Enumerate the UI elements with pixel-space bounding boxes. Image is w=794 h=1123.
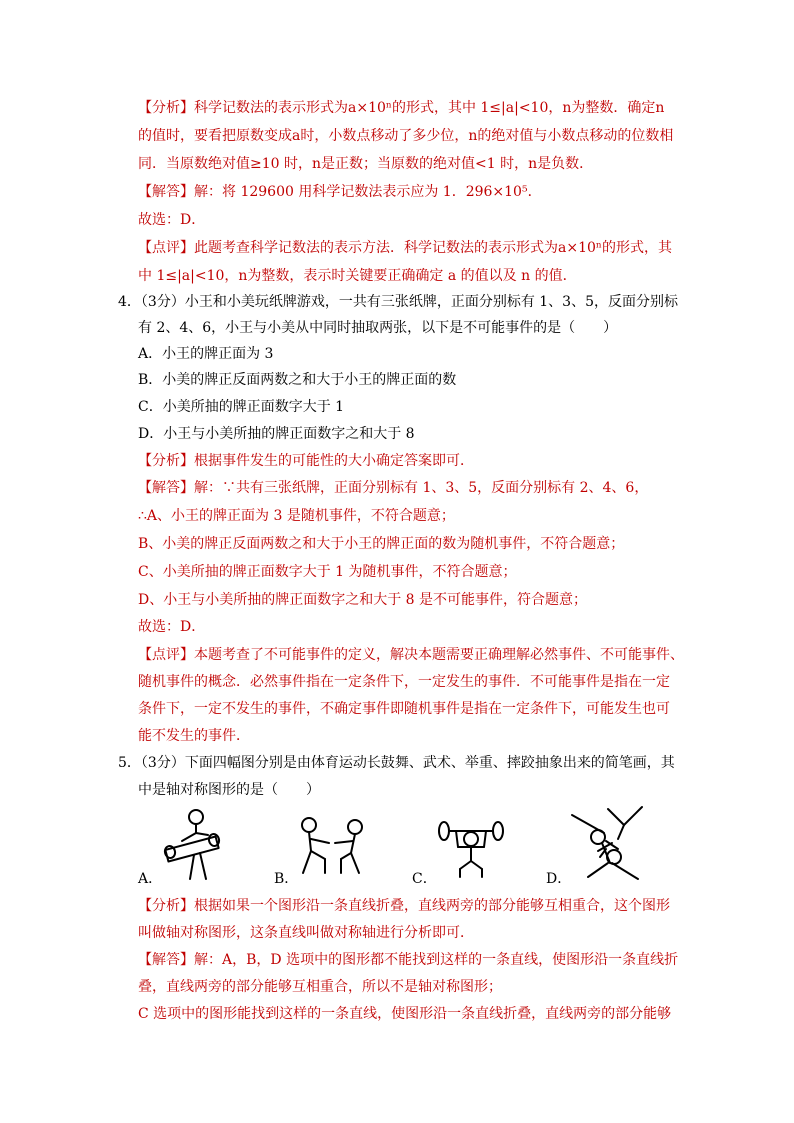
- q5-option-a-label: A．: [138, 871, 163, 887]
- q4-comment-line-3: 条件下，一定不发生的事件，不确定事件即随机事件是指在一定条件下，可能发生也可: [138, 701, 670, 717]
- q4-stem-line-2: 有 2、4、6，小王与小美从中同时抽取两张，以下是不可能事件的是（ ）: [138, 320, 618, 336]
- q5-option-b-label: B．: [274, 871, 299, 887]
- figure-c-weightlifting: [436, 815, 506, 885]
- q3-comment-tag: 【点评】: [138, 240, 194, 256]
- q3-answer-line: 【解答】解：将 129600 用科学记数法表示应为 1．296×10⁵．: [138, 184, 542, 200]
- q4-answer-line-1: 【解答】解：∵共有三张纸牌，正面分别标有 1、3、5，反面分别标有 2、4、6，: [138, 480, 649, 496]
- q4-answer-line-3: B、小美的牌正反面两数之和大于小王的牌正面的数为随机事件，不符合题意；: [138, 536, 625, 552]
- q5-answer-line-3: C 选项中的图形能找到这样的一条直线，使图形沿一条直线折叠，直线两旁的部分能够: [138, 1006, 672, 1022]
- q3-comment-line-1: 【点评】此题考查科学记数法的表示方法．科学记数法的表示形式为a×10ⁿ的形式，其: [138, 240, 672, 256]
- figure-b-martial-arts: [295, 815, 375, 885]
- q3-analysis-line-1: 【分析】科学记数法的表示形式为a×10ⁿ的形式，其中 1≤|a|<10，n为整数．确定n: [138, 100, 665, 116]
- q4-choice: 故选：D．: [138, 619, 206, 635]
- q4-answer-line-5: D、小王与小美所抽的牌正面数字之和大于 8 是不可能事件，符合题意；: [138, 592, 588, 608]
- q4-option-b: B．小美的牌正反面两数之和大于小王的牌正面的数: [138, 372, 457, 388]
- q5-option-c-label: C．: [412, 871, 437, 887]
- q5-stem-line-2: 中是轴对称图形的是（ ）: [138, 782, 320, 798]
- figure-c-drawing: [436, 815, 506, 885]
- q4-option-c: C．小美所抽的牌正面数字大于 1: [138, 399, 345, 415]
- q3-analysis-tag: 【分析】: [138, 100, 194, 116]
- q5-analysis-tag: 【分析】: [138, 898, 194, 914]
- figure-b-drawing: [295, 815, 375, 885]
- q5-analysis-line-2: 叫做轴对称图形，这条直线叫做对称轴进行分析即可．: [138, 925, 474, 941]
- q4-comment-line-4: 能不发生的事件．: [138, 728, 250, 744]
- q5-analysis-line-1: 【分析】根据如果一个图形沿一条直线折叠，直线两旁的部分能够互相重合，这个图形: [138, 898, 670, 914]
- q4-answer-line-4: C、小美所抽的牌正面数字大于 1 为随机事件，不符合题意；: [138, 564, 517, 580]
- q5-option-d-label: D．: [546, 871, 572, 887]
- q3-answer-tag: 【解答】: [138, 184, 194, 200]
- q4-comment-line-2: 随机事件的概念．必然事件指在一定条件下，一定发生的事件．不可能事件是指在一定: [138, 674, 670, 690]
- q5-answer-line-1: 【解答】解：A，B，D 选项中的图形都不能找到这样的一条直线，使图形沿一条直线折: [138, 952, 679, 968]
- q4-analysis-line: 【分析】根据事件发生的可能性的大小确定答案即可．: [138, 453, 474, 469]
- figure-a-drawing: [160, 805, 240, 885]
- q4-comment-line-1: 【点评】本题考查了不可能事件的定义，解决本题需要正确理解必然事件、不可能事件、: [138, 647, 684, 663]
- q5-stem-line-1: 5．（3分）下面四幅图分别是由体育运动长鼓舞、武术、举重、摔跤抽象出来的简笔画，其: [118, 755, 675, 771]
- q4-answer-tag: 【解答】: [138, 480, 194, 496]
- q4-stem-line-1: 4．（3分）小王和小美玩纸牌游戏，一共有三张纸牌，正面分别标有 1、3、5，反面分别标: [118, 294, 678, 310]
- q3-analysis-line-2: 的值时，要看把原数变成a时，小数点移动了多少位，n的绝对值与小数点移动的位数相: [138, 128, 674, 144]
- q5-answer-tag: 【解答】: [138, 952, 194, 968]
- q3-comment-line-2: 中 1≤|a|<10，n为整数，表示时关键要正确确定 a 的值以及 n 的值．: [138, 268, 577, 284]
- q4-analysis-tag: 【分析】: [138, 453, 194, 469]
- figure-d-drawing: [568, 803, 648, 885]
- q3-choice: 故选：D．: [138, 212, 206, 228]
- q4-answer-line-2: ∴A、小王的牌正面为 3 是随机事件，不符合题意；: [138, 508, 455, 524]
- q5-answer-line-2: 叠，直线两旁的部分能够互相重合，所以不是轴对称图形；: [138, 979, 502, 995]
- figure-a-drum-dance: [160, 805, 240, 885]
- q4-comment-tag: 【点评】: [138, 647, 194, 663]
- q3-analysis-line-3: 同．当原数绝对值≥10 时，n是正数；当原数的绝对值<1 时，n是负数．: [138, 156, 594, 172]
- figure-d-wrestling: [568, 803, 648, 885]
- q4-option-d: D．小王与小美所抽的牌正面数字之和大于 8: [138, 426, 415, 442]
- q4-option-a: A．小王的牌正面为 3: [138, 346, 274, 362]
